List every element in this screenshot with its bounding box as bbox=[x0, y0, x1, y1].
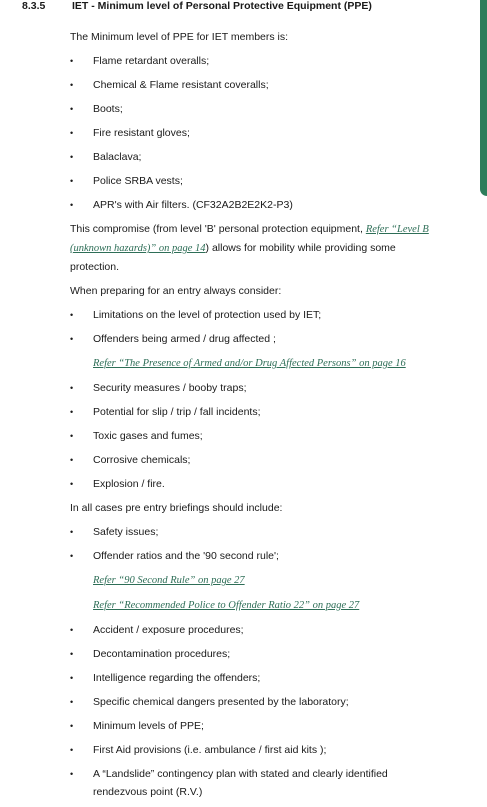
ninety-second-rule-reference bbox=[70, 571, 442, 590]
briefing-intro: In all cases pre entry briefings should include: bbox=[70, 502, 283, 514]
level-b-link[interactable]: Refer “Level B (unknown hazards)” on page 14 bbox=[70, 224, 429, 254]
list-item: • Boots; bbox=[70, 100, 442, 118]
list-item: • Corrosive chemicals; bbox=[70, 451, 442, 469]
list-item: • A “Landslide” contingency plan with stated and clearly identified rendezvous point (R.V.) bbox=[70, 765, 442, 801]
compromise-text-before: This compromise (from level 'B' personal protection equipment, bbox=[70, 223, 366, 235]
chapter-tab bbox=[480, 0, 487, 196]
ppe-intro: The Minimum level of PPE for IET members is: bbox=[70, 31, 289, 43]
entry-considerations-list bbox=[70, 306, 442, 493]
list-item: • Accident / exposure procedures; bbox=[70, 621, 442, 639]
compromise-paragraph bbox=[70, 220, 442, 276]
list-item: • Specific chemical dangers presented by the laboratory; bbox=[70, 693, 442, 711]
list-item: • Potential for slip / trip / fall incidents; bbox=[70, 403, 442, 421]
armed-persons-reference bbox=[70, 354, 442, 373]
list-item: • Limitations on the level of protection used by IET; bbox=[70, 306, 442, 324]
section-body bbox=[70, 28, 442, 807]
list-item: • APR's with Air filters. (CF32A2B2E2K2-P3) bbox=[70, 196, 442, 214]
section-title: IET - Minimum level of Personal Protective Equipment (PPE) bbox=[72, 0, 372, 12]
list-item: • Toxic gases and fumes; bbox=[70, 427, 442, 445]
briefing-list bbox=[70, 523, 442, 801]
list-item: • Balaclava; bbox=[70, 148, 442, 166]
list-item: • Decontamination procedures; bbox=[70, 645, 442, 663]
list-item: • Minimum levels of PPE; bbox=[70, 717, 442, 735]
list-item: • Chemical & Flame resistant coveralls; bbox=[70, 76, 442, 94]
ninety-second-rule-link[interactable]: Refer “90 Second Rule” on page 27 bbox=[93, 575, 245, 586]
police-ratio-link[interactable]: Refer “Recommended Police to Offender Ratio 22” on page 27 bbox=[93, 600, 360, 611]
entry-intro: When preparing for an entry always consider: bbox=[70, 285, 282, 297]
list-item: • Offender ratios and the '90 second rule'; bbox=[70, 547, 442, 565]
police-ratio-reference bbox=[70, 596, 442, 615]
list-item: • First Aid provisions (i.e. ambulance / first aid kits ); bbox=[70, 741, 442, 759]
list-item: • Police SRBA vests; bbox=[70, 172, 442, 190]
list-item: • Explosion / fire. bbox=[70, 475, 442, 493]
list-item: • Fire resistant gloves; bbox=[70, 124, 442, 142]
armed-persons-link[interactable]: Refer “The Presence of Armed and/or Drug Affected Persons” on page 16 bbox=[93, 358, 406, 369]
compromise-text-after: ) allows for mobility while providing some protection. bbox=[70, 242, 396, 273]
section-number: 8.3.5 bbox=[22, 0, 46, 12]
section-heading bbox=[0, 0, 470, 18]
ppe-list bbox=[70, 52, 442, 214]
list-item: • Flame retardant overalls; bbox=[70, 52, 442, 70]
list-item: • Offenders being armed / drug affected ; bbox=[70, 330, 442, 348]
list-item: • Intelligence regarding the offenders; bbox=[70, 669, 442, 687]
list-item: • Safety issues; bbox=[70, 523, 442, 541]
list-item: • Security measures / booby traps; bbox=[70, 379, 442, 397]
